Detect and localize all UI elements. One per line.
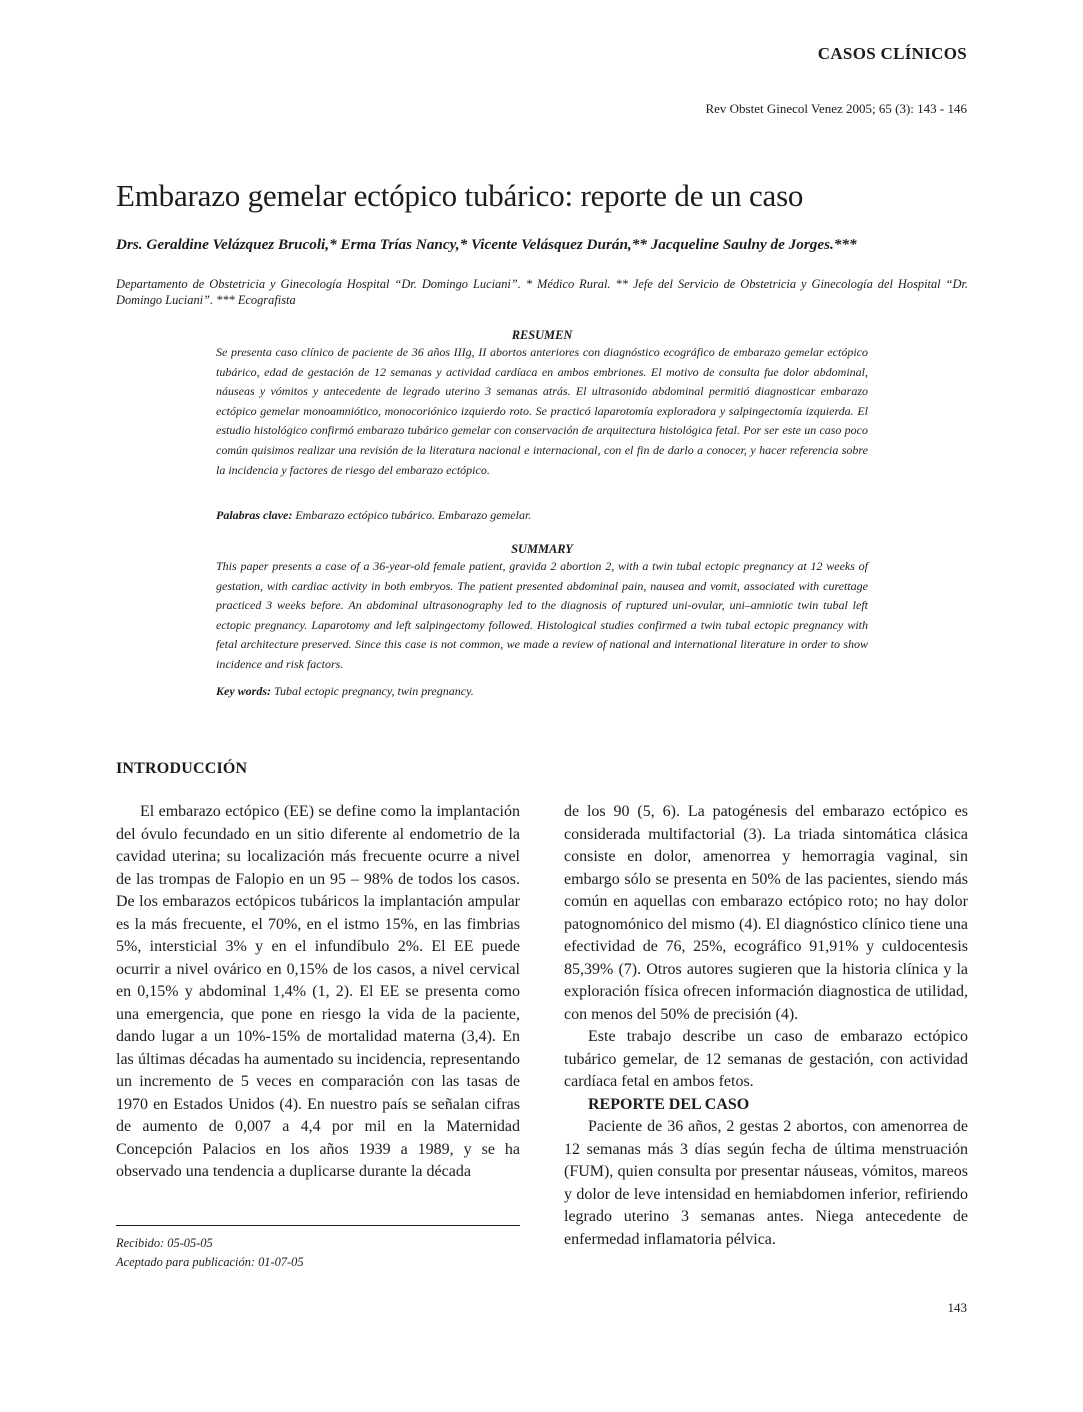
- received-date: Recibido: 05-05-05: [116, 1236, 213, 1250]
- section-label: CASOS CLÍNICOS: [817, 44, 967, 63]
- key-words-text: Tubal ectopic pregnancy, twin pregnancy.: [274, 684, 474, 698]
- page-number: 143: [947, 1300, 967, 1315]
- intro-paragraph-1: El embarazo ectópico (EE) se define como la implantación del óvulo fecundado en un sitio diferente al endometrio de la cavidad uterina; su localización más frecuente ocurre a nivel de las trompas de Falopio en un 95 – 98% de todos los casos. De los embarazos ectópicos tubáricos la implantación ampular es la más frecuente, el 70%, en el istmo 15%, en las fimbrias 5%, intersticial 3% y en el infundíbulo 2%. El EE puede ocurrir a nivel ovárico en 0,15% de los casos, a nivel cervical en 0,15% y abdominal 1,4% (1, 2). El EE se presenta como una emergencia, que pone en riesgo la vida de la paciente, dando lugar a un 10%-15% de mortalidad materna (3,4). En las últimas décadas ha aumentado su incidencia, representando un incremento de 5 veces en comparación con las tasas de 1970 en Estados Unidos (4). En nuestro país se señalan cifras de aumento de 0,007 a 4,4 por mil en la Maternidad Concepción Palacios en los años 1939 a 1989, y se ha observado una tendencia a duplicarse durante la década: [116, 803, 520, 1180]
- left-column: [116, 801, 520, 1184]
- key-words-label: Key words:: [216, 684, 271, 698]
- resumen-heading: RESUMEN: [511, 328, 573, 342]
- summary-heading: SUMMARY: [511, 542, 573, 556]
- case-paragraph-1: Paciente de 36 años, 2 gestas 2 abortos, con amenorrea de 12 semanas más 3 días según fecha de última menstruación (FUM), quien consulta por presentar náuseas, vómitos, mareos y dolor de leve intensidad en hemiabdomen inferior, refiriendo legrado uterino 3 semanas antes. Niega antecedente de enfermedad inflamatoria pélvica.: [564, 1118, 968, 1248]
- palabras-clave-label: Palabras clave:: [216, 508, 293, 522]
- summary-block: [216, 541, 868, 675]
- resumen-block: [216, 327, 868, 480]
- journal-citation: Rev Obstet Ginecol Venez 2005; 65 (3): 143 - 146: [705, 101, 967, 116]
- palabras-clave-text: Embarazo ectópico tubárico. Embarazo gemelar.: [295, 508, 532, 522]
- footnote: [116, 1234, 520, 1272]
- intro-heading: INTRODUCCIÓN: [116, 760, 248, 777]
- article-title: Embarazo gemelar ectópico tubárico: reporte de un caso: [116, 178, 804, 213]
- intro-paragraph-2: Este trabajo describe un caso de embarazo ectópico tubárico gemelar, de 12 semanas de gestación, con actividad cardíaca fetal en ambos fetos.: [564, 1028, 968, 1090]
- summary-text: This paper presents a case of a 36-year-old female patient, gravida 2 abortion 2, with a twin tubal ectopic pregnancy at 12 weeks of gestation, with cardiac activity in both embryos. The patient presented abdominal pain, nausea and vomit, associated with curettage practiced 3 weeks before. An abdominal ultrasonography led to the diagnosis of ruptured uni-ovular, uni–amniotic twin tubal left ectopic pregnancy. Laparotomy and left salpingectomy followed. Histological studies confirmed a twin tubal ectopic pregnancy with fetal architecture preserved. Since this case is not common, we made a review of national and international literature in order to show incidence and risk factors.: [216, 559, 868, 671]
- case-heading: REPORTE DEL CASO: [588, 1095, 750, 1113]
- accepted-date: Aceptado para publicación: 01-07-05: [116, 1255, 304, 1269]
- right-column: [564, 801, 968, 1251]
- key-words: [216, 684, 868, 699]
- article-affiliation: Departamento de Obstetricia y Ginecología Hospital “Dr. Domingo Luciani”. * Médico Rural. ** Jefe del Servicio de Obstetricia y Ginecología del Hospital “Dr. Domingo Luciani”. *** Ecografista: [116, 277, 968, 307]
- palabras-clave: [216, 508, 868, 523]
- resumen-text: Se presenta caso clínico de paciente de 36 años IIIg, II abortos anteriores con diagnóstico ecográfico de embarazo gemelar ectópico tubárico, edad de gestación de 12 semanas y actividad cardíaca en ambos embriones. El motivo de consulta fue dolor abdominal, náuseas y vómitos y antecedente de legrado uterino 3 semanas atrás. El ultrasonido abdominal permitió diagnosticar embarazo ectópico gemelar monoamniótico, monocoriónico izquierdo roto. Se practicó laparotomía exploradora y salpingectomía izquierda. El estudio histológico confirmó embarazo tubárico gemelar con conservación de arquitectura histológica fetal. Por ser este un caso poco común quisimos realizar una revisión de la literatura nacional e internacional, con el fin de darlo a conocer, y hacer referencia sobre la incidencia y factores de riesgo del embarazo ectópico.: [216, 345, 868, 477]
- intro-paragraph-1-continued: de los 90 (5, 6). La patogénesis del embarazo ectópico es considerada multifactorial (3). La triada sintomática clásica consiste en dolor, amenorrea y hemorragia vaginal, sin embargo sólo se presenta en 50% de las pacientes, siendo más común en aquellas con embarazo ectópico roto; no hay dolor patognomónico del mismo (4). El diagnóstico clínico tiene una efectividad de 76, 25%, ecográfico 91,91% y culdocentesis 85,39% (7). Otros autores sugieren que la historia clínica y la exploración física ofrecen información diagnostica de utilidad, con menos del 50% de precisión (4).: [564, 803, 968, 1023]
- footnote-divider: [116, 1225, 520, 1226]
- article-authors: Drs. Geraldine Velázquez Brucoli,* Erma Trías Nancy,* Vicente Velásquez Durán,** Jacqueline Saulny de Jorges.***: [116, 236, 857, 253]
